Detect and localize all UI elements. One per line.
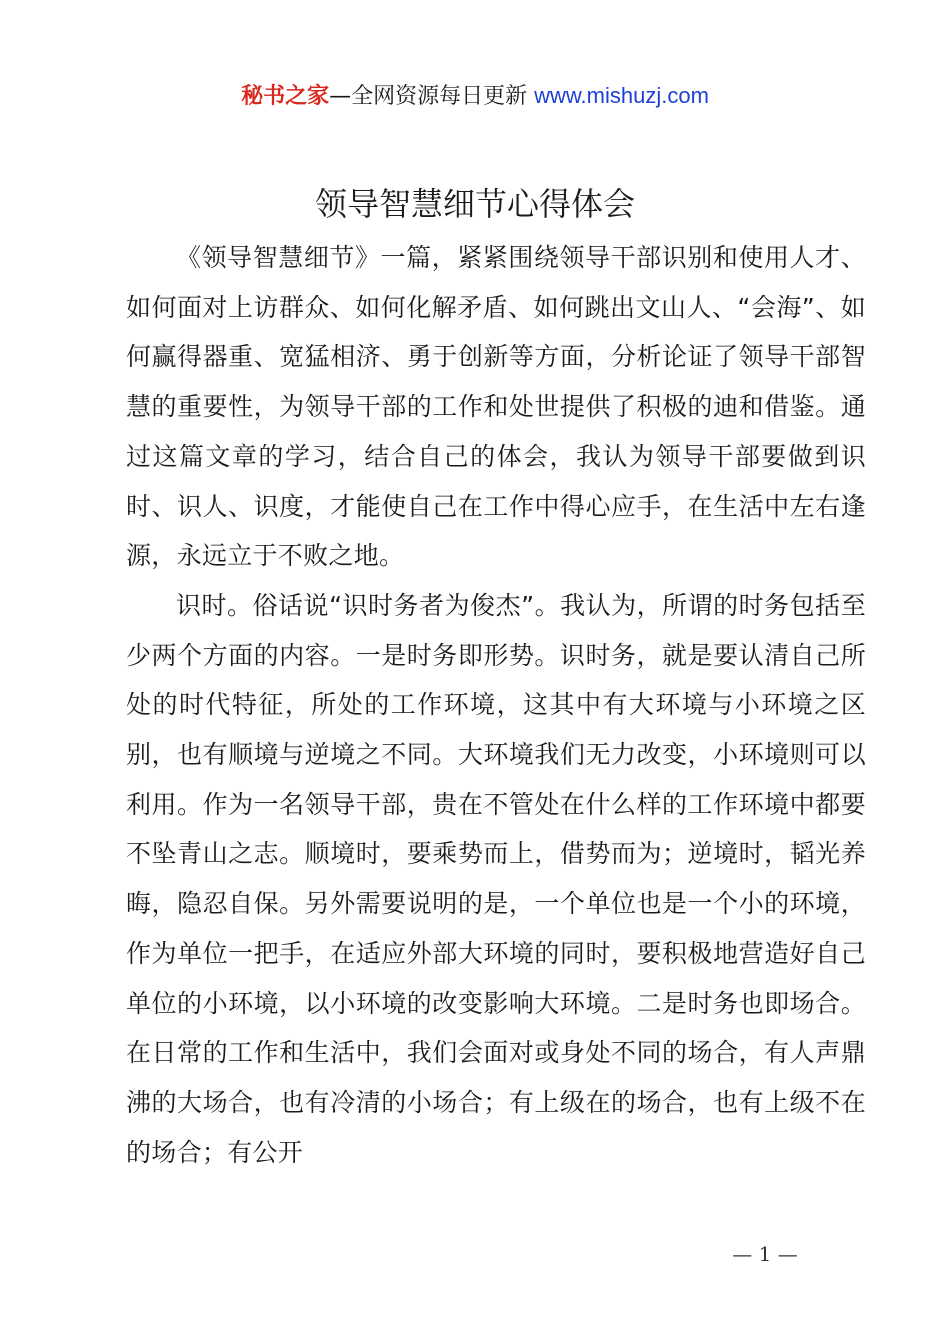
paragraph-intro: 《领导智慧细节》一篇，紧紧围绕领导干部识别和使用人才、如何面对上访群众、如何化解矛盾、如何跳出文山人、“会海”、如何赢得器重、宽猛相济、勇于创新等方面，分析论证了领导干部智慧的重要性，为领导干部的工作和处世提供了积极的迪和借鉴。通过这篇文章的学习，结合自己的体会，我认为领导干部要做到识时、识人、识度，才能使自己在工作中得心应手，在生活中左右逢源，永远立于不败之地。 xyxy=(126,243,866,571)
page-number: — 1 — xyxy=(732,1242,798,1266)
document-title: 领导智慧细节心得体会 xyxy=(314,185,635,223)
header-slogan: —全网资源每日更新 xyxy=(329,84,535,109)
brand-name: 秘书之家 xyxy=(241,84,330,109)
document-body xyxy=(126,233,866,1177)
site-url[interactable]: www.mishuzj.com xyxy=(534,83,709,108)
site-header xyxy=(0,80,950,113)
paragraph-shishi: 识时。俗话说“识时务者为俊杰”。我认为，所谓的时务包括至少两个方面的内容。一是时务即形势。识时务，就是要认清自己所处的时代特征，所处的工作环境，这其中有大环境与小环境之区别，也有顺境与逆境之不同。大环境我们无力改变，小环境则可以利用。作为一名领导干部，贵在不管处在什么样的工作环境中都要不坠青山之志。顺境时，要乘势而上，借势而为；逆境时，韬光养晦，隐忍自保。另外需要说明的是，一个单位也是一个小的环境，作为单位一把手，在适应外部大环境的同时，要积极地营造好自己单位的小环境，以小环境的改变影响大环境。二是时务也即场合。在日常的工作和生活中，我们会面对或身处不同的场合，有人声鼎沸的大场合，也有冷清的小场合；有上级在的场合，也有上级不在的场合；有公开 xyxy=(126,590,866,1167)
